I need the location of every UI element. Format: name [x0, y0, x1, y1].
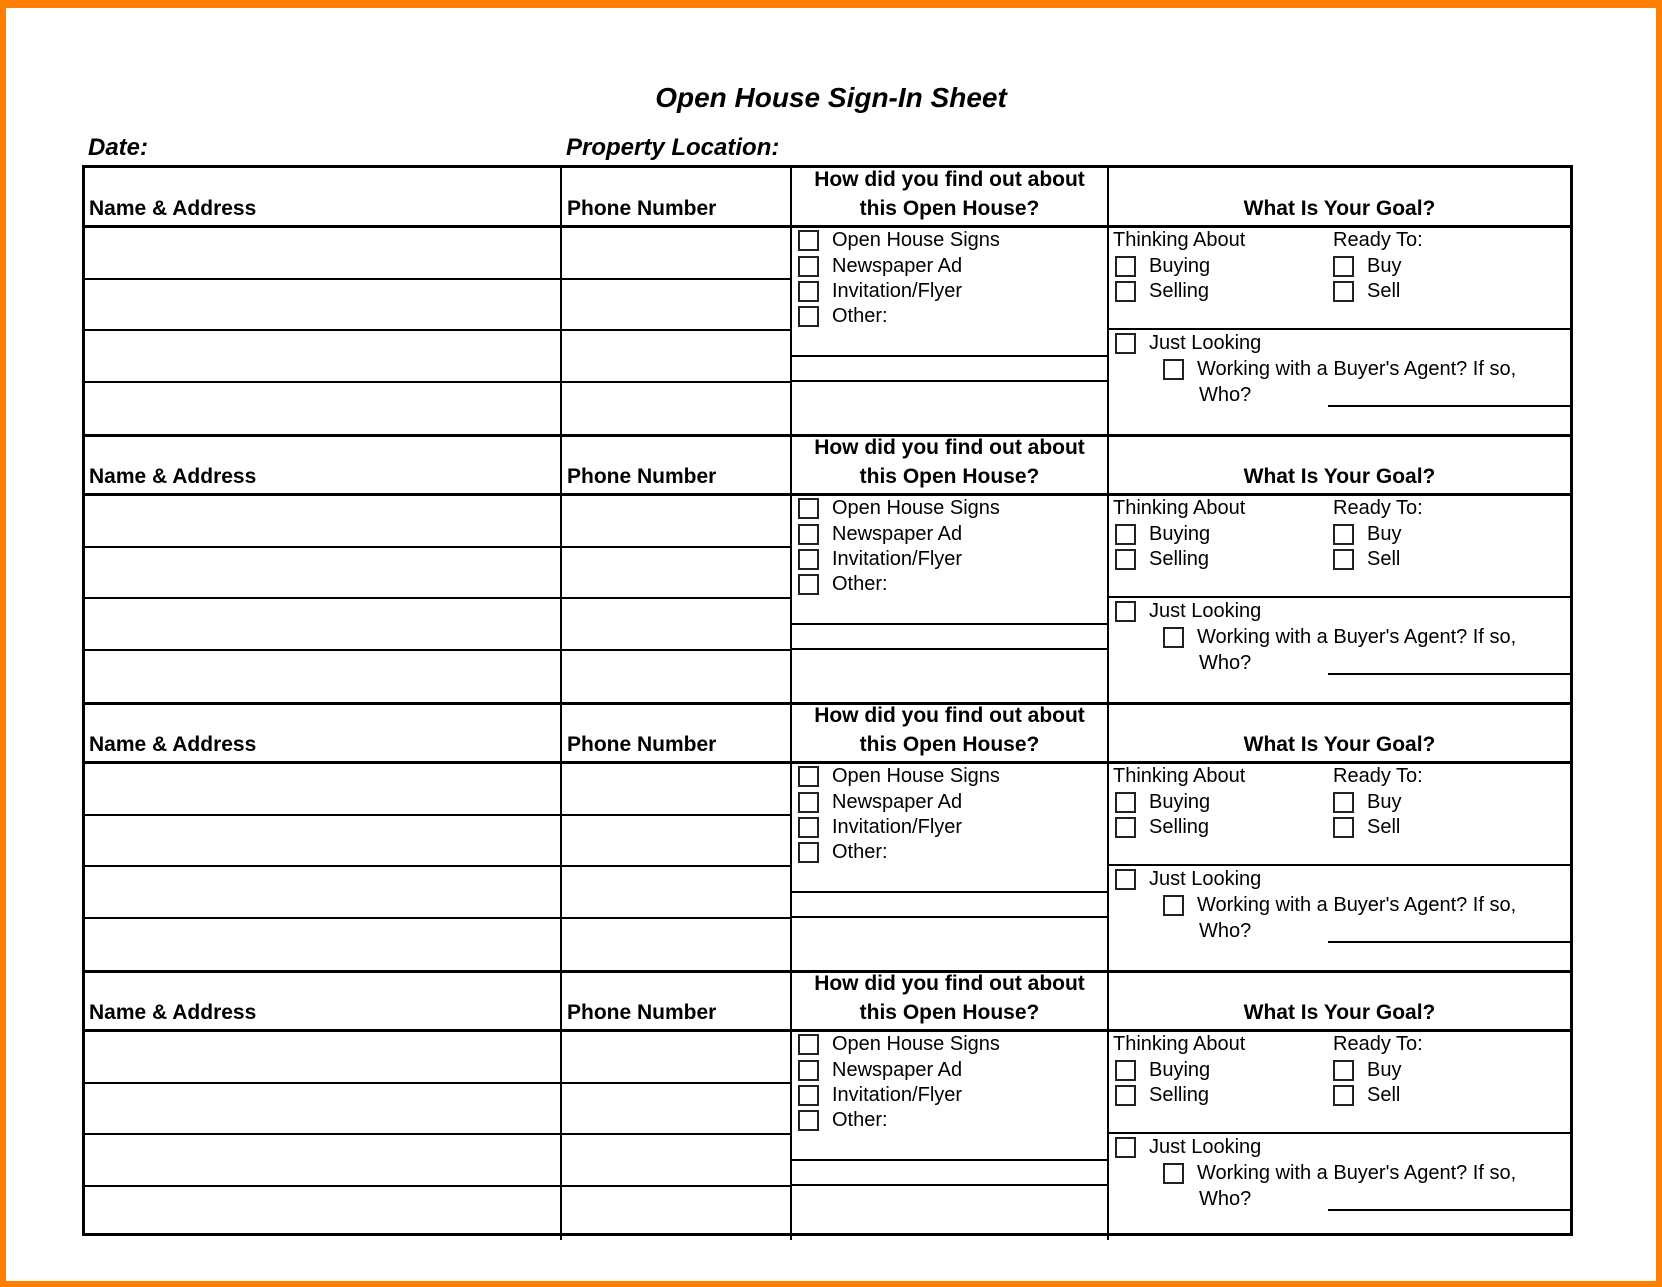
ready-to-option[interactable]	[1333, 547, 1400, 571]
option-label: Working with a Buyer's Agent? If so,	[1197, 1162, 1517, 1184]
who-label: Who?	[1199, 920, 1252, 942]
option-label: Selling	[1149, 1084, 1210, 1106]
just-looking-option[interactable]	[1115, 867, 1261, 891]
name-address-field[interactable]	[85, 1032, 560, 1082]
checkbox[interactable]	[1115, 256, 1136, 277]
source-option[interactable]	[798, 496, 1000, 520]
checkbox[interactable]	[798, 498, 819, 519]
ready-to-option[interactable]	[1333, 522, 1401, 546]
column-header-goal: What Is Your Goal?	[1243, 733, 1436, 756]
option-label: Selling	[1149, 816, 1210, 838]
source-option[interactable]	[798, 815, 962, 839]
source-option[interactable]	[798, 254, 962, 278]
option-label: Working with a Buyer's Agent? If so,	[1197, 894, 1517, 916]
checkbox[interactable]	[1333, 549, 1354, 570]
ready-to-option[interactable]	[1333, 815, 1400, 839]
name-address-field[interactable]	[85, 651, 560, 701]
sign-in-section	[85, 972, 1570, 1240]
source-option-label: Other:	[832, 1109, 888, 1131]
name-address-field[interactable]	[85, 548, 560, 599]
who-answer-line[interactable]	[1328, 405, 1570, 407]
name-address-field[interactable]	[85, 816, 560, 867]
column-header-name-address: Name & Address	[89, 197, 257, 220]
name-address-field[interactable]	[85, 280, 560, 331]
column-header-phone: Phone Number	[567, 733, 717, 756]
ready-to-label: Ready To:	[1333, 1033, 1423, 1055]
phone-number-field[interactable]	[562, 919, 790, 969]
who-label: Who?	[1199, 1188, 1252, 1210]
thinking-about-label: Thinking About	[1113, 497, 1246, 519]
who-label: Who?	[1199, 384, 1252, 406]
option-label: Buying	[1149, 791, 1211, 813]
option-label: Just Looking	[1149, 332, 1262, 354]
checkbox[interactable]	[1333, 817, 1354, 838]
source-option[interactable]	[798, 228, 1000, 252]
thinking-about-label: Thinking About	[1113, 229, 1246, 251]
thinking-about-option[interactable]	[1115, 815, 1209, 839]
phone-number-field[interactable]	[562, 280, 790, 331]
column-header-phone: Phone Number	[567, 1001, 717, 1024]
goal-divider	[1107, 864, 1570, 866]
phone-number-field[interactable]	[562, 496, 790, 546]
phone-number-field[interactable]	[562, 816, 790, 867]
phone-number-field[interactable]	[562, 383, 790, 433]
checkbox[interactable]	[798, 549, 819, 570]
source-option-label: Other:	[832, 573, 888, 595]
checkbox[interactable]	[1115, 281, 1136, 302]
checkbox[interactable]	[1163, 627, 1184, 648]
who-answer-line[interactable]	[1328, 673, 1570, 675]
column-header-source	[792, 165, 1107, 223]
sign-in-section	[85, 168, 1570, 436]
other-source-field[interactable]	[792, 357, 1107, 380]
option-label: Sell	[1367, 816, 1401, 838]
option-label: Buy	[1367, 791, 1402, 813]
option-label: Buying	[1149, 523, 1211, 545]
checkbox[interactable]	[1163, 359, 1184, 380]
name-address-field[interactable]	[85, 1135, 560, 1187]
checkbox[interactable]	[798, 817, 819, 838]
source-option[interactable]	[798, 572, 888, 596]
source-option-label: Invitation/Flyer	[832, 280, 963, 302]
checkbox[interactable]	[798, 792, 819, 813]
phone-number-field[interactable]	[562, 867, 790, 919]
checkbox[interactable]	[798, 842, 819, 863]
buyers-agent-option[interactable]	[1163, 893, 1516, 917]
thinking-about-option[interactable]	[1115, 790, 1210, 814]
goal-divider	[1107, 1132, 1570, 1134]
phone-number-field[interactable]	[562, 228, 790, 278]
checkbox[interactable]	[1333, 256, 1354, 277]
checkbox[interactable]	[1115, 1085, 1136, 1106]
source-option-label: Newspaper Ad	[832, 523, 963, 545]
checkbox[interactable]	[1115, 792, 1136, 813]
checkbox[interactable]	[798, 281, 819, 302]
other-source-field[interactable]	[792, 893, 1107, 916]
column-header-goal: What Is Your Goal?	[1243, 197, 1436, 220]
checkbox[interactable]	[1115, 601, 1136, 622]
source-option[interactable]	[798, 304, 888, 328]
name-address-field[interactable]	[85, 867, 560, 919]
date-label: Date:	[88, 134, 149, 161]
page-title: Open House Sign-In Sheet	[655, 82, 1007, 113]
checkbox[interactable]	[798, 1034, 819, 1055]
option-label: Sell	[1367, 1084, 1401, 1106]
source-option[interactable]	[798, 764, 1000, 788]
phone-number-field[interactable]	[562, 548, 790, 599]
row-divider	[790, 380, 1109, 382]
phone-number-field[interactable]	[562, 1135, 790, 1187]
checkbox[interactable]	[798, 1110, 819, 1131]
source-option-label: Open House Signs	[832, 229, 1000, 251]
who-answer-line[interactable]	[1328, 1209, 1570, 1211]
checkbox[interactable]	[1333, 281, 1354, 302]
option-label: Just Looking	[1149, 1136, 1262, 1158]
ready-to-option[interactable]	[1333, 279, 1400, 303]
option-label: Buy	[1367, 255, 1402, 277]
source-header-line2: this Open House?	[859, 197, 1040, 220]
row-divider	[790, 648, 1109, 650]
column-header-source	[792, 701, 1107, 759]
just-looking-option[interactable]	[1115, 1135, 1261, 1159]
column-header-phone: Phone Number	[567, 197, 717, 220]
option-label: Sell	[1367, 548, 1401, 570]
thinking-about-option[interactable]	[1115, 547, 1209, 571]
checkbox[interactable]	[1115, 524, 1136, 545]
column-header-goal: What Is Your Goal?	[1243, 1001, 1436, 1024]
option-label: Just Looking	[1149, 600, 1262, 622]
checkbox[interactable]	[798, 574, 819, 595]
checkbox[interactable]	[1115, 333, 1136, 354]
checkbox[interactable]	[1115, 1137, 1136, 1158]
phone-number-field[interactable]	[562, 1032, 790, 1082]
option-label: Selling	[1149, 280, 1210, 302]
source-header-line2: this Open House?	[859, 1001, 1040, 1024]
source-option-label: Invitation/Flyer	[832, 1084, 963, 1106]
source-option[interactable]	[798, 1108, 888, 1132]
source-option-label: Other:	[832, 841, 888, 863]
goal-divider	[1107, 596, 1570, 598]
option-label: Working with a Buyer's Agent? If so,	[1197, 358, 1517, 380]
ready-to-label: Ready To:	[1333, 229, 1423, 251]
source-option-label: Open House Signs	[832, 497, 1000, 519]
source-option[interactable]	[798, 840, 888, 864]
source-option[interactable]	[798, 1032, 1000, 1056]
phone-number-field[interactable]	[562, 1084, 790, 1135]
option-label: Selling	[1149, 548, 1210, 570]
option-label: Buy	[1367, 523, 1402, 545]
checkbox[interactable]	[1333, 1060, 1354, 1081]
option-label: Working with a Buyer's Agent? If so,	[1197, 626, 1517, 648]
checkbox[interactable]	[1115, 817, 1136, 838]
phone-number-field[interactable]	[562, 651, 790, 701]
name-address-field[interactable]	[85, 599, 560, 651]
column-header-name-address: Name & Address	[89, 465, 257, 488]
thinking-about-option[interactable]	[1115, 1058, 1210, 1082]
just-looking-option[interactable]	[1115, 331, 1261, 355]
name-address-field[interactable]	[85, 383, 560, 433]
checkbox[interactable]	[1333, 524, 1354, 545]
column-header-name-address: Name & Address	[89, 733, 257, 756]
source-option-label: Invitation/Flyer	[832, 548, 963, 570]
ready-to-label: Ready To:	[1333, 765, 1423, 787]
source-option-label: Open House Signs	[832, 1033, 1000, 1055]
source-option-label: Newspaper Ad	[832, 791, 963, 813]
checkbox[interactable]	[798, 230, 819, 251]
source-option[interactable]	[798, 790, 962, 814]
source-option-label: Open House Signs	[832, 765, 1000, 787]
column-header-phone: Phone Number	[567, 465, 717, 488]
checkbox[interactable]	[798, 256, 819, 277]
checkbox[interactable]	[798, 1085, 819, 1106]
column-header-source	[792, 433, 1107, 491]
column-header-goal: What Is Your Goal?	[1243, 465, 1436, 488]
source-header-line2: this Open House?	[859, 465, 1040, 488]
name-address-field[interactable]	[85, 331, 560, 383]
source-option-label: Newspaper Ad	[832, 1059, 963, 1081]
name-address-field[interactable]	[85, 764, 560, 814]
who-label: Who?	[1199, 652, 1252, 674]
source-header-line1: How did you find out about	[814, 436, 1085, 459]
row-divider	[790, 916, 1109, 918]
checkbox[interactable]	[798, 766, 819, 787]
source-option-label: Invitation/Flyer	[832, 816, 963, 838]
phone-number-field[interactable]	[562, 331, 790, 383]
source-option[interactable]	[798, 1083, 962, 1107]
thinking-about-option[interactable]	[1115, 1083, 1209, 1107]
phone-number-field[interactable]	[562, 764, 790, 814]
checkbox[interactable]	[1115, 869, 1136, 890]
source-header-line2: this Open House?	[859, 733, 1040, 756]
phone-number-field[interactable]	[562, 599, 790, 651]
name-address-field[interactable]	[85, 919, 560, 969]
who-answer-line[interactable]	[1328, 941, 1570, 943]
checkbox[interactable]	[1333, 1085, 1354, 1106]
just-looking-option[interactable]	[1115, 599, 1261, 623]
option-label: Buying	[1149, 1059, 1211, 1081]
row-divider	[790, 1184, 1109, 1186]
checkbox[interactable]	[798, 1060, 819, 1081]
name-address-field[interactable]	[85, 1187, 560, 1237]
source-header-line1: How did you find out about	[814, 972, 1085, 995]
buyers-agent-option[interactable]	[1163, 625, 1516, 649]
checkbox[interactable]	[798, 306, 819, 327]
checkbox[interactable]	[1333, 792, 1354, 813]
thinking-about-option[interactable]	[1115, 279, 1209, 303]
thinking-about-option[interactable]	[1115, 522, 1210, 546]
source-header-line1: How did you find out about	[814, 168, 1085, 191]
phone-number-field[interactable]	[562, 1187, 790, 1237]
checkbox[interactable]	[1115, 549, 1136, 570]
ready-to-option[interactable]	[1333, 1058, 1401, 1082]
option-label: Buying	[1149, 255, 1211, 277]
name-address-field[interactable]	[85, 1084, 560, 1135]
source-option-label: Newspaper Ad	[832, 255, 963, 277]
name-address-field[interactable]	[85, 496, 560, 546]
thinking-about-label: Thinking About	[1113, 1033, 1246, 1055]
buyers-agent-option[interactable]	[1163, 1161, 1516, 1185]
thinking-about-option[interactable]	[1115, 254, 1210, 278]
buyers-agent-option[interactable]	[1163, 357, 1516, 381]
other-source-field[interactable]	[792, 625, 1107, 648]
checkbox[interactable]	[1163, 895, 1184, 916]
sign-in-section	[85, 436, 1570, 704]
source-option[interactable]	[798, 1058, 962, 1082]
checkbox[interactable]	[1115, 1060, 1136, 1081]
thinking-about-label: Thinking About	[1113, 765, 1246, 787]
source-header-line1: How did you find out about	[814, 704, 1085, 727]
checkbox[interactable]	[798, 524, 819, 545]
column-header-source	[792, 969, 1107, 1027]
ready-to-option[interactable]	[1333, 1083, 1400, 1107]
source-option[interactable]	[798, 522, 962, 546]
option-label: Just Looking	[1149, 868, 1262, 890]
option-label: Sell	[1367, 280, 1401, 302]
ready-to-label: Ready To:	[1333, 497, 1423, 519]
ready-to-option[interactable]	[1333, 254, 1401, 278]
sign-in-section	[85, 704, 1570, 972]
property-location-label: Property Location:	[566, 134, 780, 161]
source-option[interactable]	[798, 279, 962, 303]
ready-to-option[interactable]	[1333, 790, 1401, 814]
checkbox[interactable]	[1163, 1163, 1184, 1184]
option-label: Buy	[1367, 1059, 1402, 1081]
source-option[interactable]	[798, 547, 962, 571]
source-option-label: Other:	[832, 305, 888, 327]
column-header-name-address: Name & Address	[89, 1001, 257, 1024]
name-address-field[interactable]	[85, 228, 560, 278]
sign-in-table	[82, 165, 1573, 1236]
other-source-field[interactable]	[792, 1161, 1107, 1184]
goal-divider	[1107, 328, 1570, 330]
